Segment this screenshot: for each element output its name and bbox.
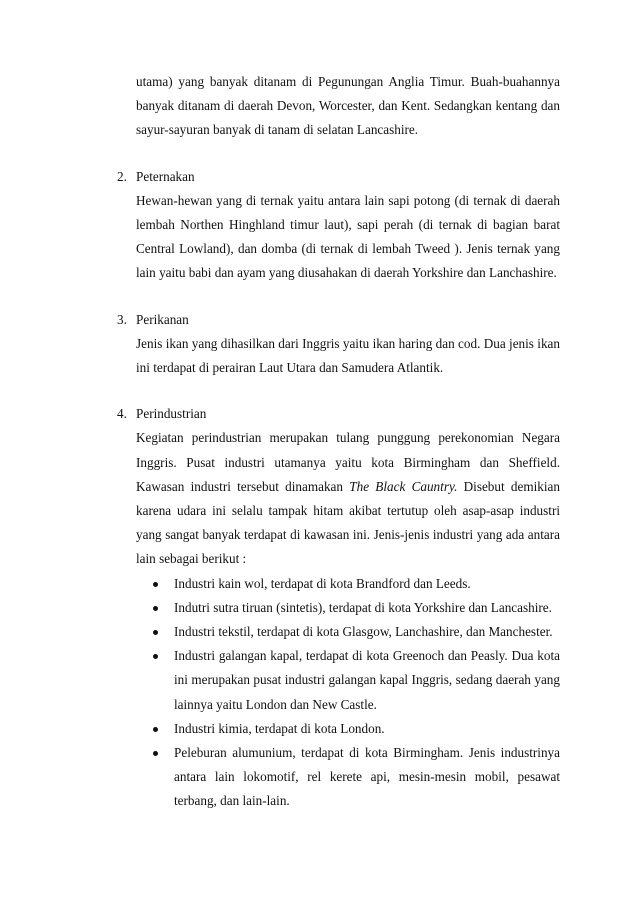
section-number: 2. bbox=[117, 168, 127, 184]
section-number: 4. bbox=[117, 406, 127, 422]
list-item bbox=[174, 741, 560, 814]
bullet-icon bbox=[153, 606, 158, 611]
section-body bbox=[136, 426, 560, 571]
bullet-icon bbox=[153, 582, 158, 587]
list-item bbox=[174, 620, 560, 644]
bullet-icon bbox=[153, 751, 158, 756]
list-item bbox=[174, 596, 560, 620]
list-item bbox=[174, 572, 560, 596]
bullet-icon bbox=[153, 727, 158, 732]
intro-paragraph: utama) yang banyak ditanam di Pegunungan Anglia Timur. Buah-buahannya banyak ditanam di daerah Devon, Worcester, dan Kent. Sedangkan kentang dan sayur-sayuran banyak di tanam di selatan Lancashire. bbox=[136, 74, 560, 138]
list-item bbox=[174, 717, 560, 741]
bullet-icon bbox=[153, 630, 158, 635]
list-item-text: Indutri sutra tiruan (sintetis), terdapat di kota Yorkshire dan Lancashire. bbox=[174, 599, 552, 615]
section-body: Jenis ikan yang dihasilkan dari Inggris yaitu ikan haring dan cod. Dua jenis ikan ini terdapat di perairan Laut Utara dan Samudera Atlantik. bbox=[136, 335, 560, 376]
body-text-before: Kegiatan perindustrian merupakan tulang punggung perekonomian Negara Inggris. Pusat industri utamanya yaitu kota Birmingham dan Sheffield. Kawasan industri tersebut dinamakan bbox=[136, 430, 560, 494]
section-peternakan bbox=[0, 165, 562, 286]
body-text-after: Disebut demikian karena udara ini selalu tampak hitam akibat tertutup oleh asap-asap industri yang sangat banyak terdapat di kawasan ini. Jenis-jenis industri yang ada antara lain sebagai berikut : bbox=[136, 478, 560, 567]
list-item-text: Peleburan alumunium, terdapat di kota Birmingham. Jenis industrinya antara lain lokomotif, rel kerete api, mesin-mesin mobil, pesawat terbang, dan lain-lain. bbox=[174, 745, 560, 809]
list-item-text: Industri tekstil, terdapat di kota Glasgow, Lanchashire, dan Manchester. bbox=[174, 624, 553, 640]
section-title: Peternakan bbox=[136, 168, 195, 184]
section-title: Perindustrian bbox=[136, 406, 207, 422]
section-title: Perikanan bbox=[136, 311, 189, 327]
industry-list bbox=[0, 572, 562, 814]
section-body: Hewan-hewan yang di ternak yaitu antara lain sapi potong (di ternak di daerah lembah Northen Hinghland timur laut), sapi perah (di ternak di bagian barat Central Lowland), dan domba (di ternak di lembah Tweed ). Jenis ternak yang lain yaitu babi dan ayam yang diusahakan di daerah Yorkshire dan Lanchashire. bbox=[136, 192, 560, 281]
list-item-text: Industri galangan kapal, terdapat di kota Greenoch dan Peasly. Dua kota ini merupakan pusat industri galangan kapal Inggris, sedang daerah yang lainnya yaitu London dan New Castle. bbox=[174, 648, 560, 712]
bullet-icon bbox=[153, 654, 158, 659]
emphasized-term: The Black Cauntry. bbox=[349, 478, 458, 494]
section-perindustrian bbox=[0, 402, 562, 813]
list-item bbox=[174, 644, 560, 717]
list-item-text: Industri kimia, terdapat di kota London. bbox=[174, 720, 385, 736]
list-item-text: Industri kain wol, terdapat di kota Brandford dan Leeds. bbox=[174, 575, 471, 591]
section-perikanan bbox=[0, 308, 562, 381]
section-number: 3. bbox=[117, 311, 127, 327]
